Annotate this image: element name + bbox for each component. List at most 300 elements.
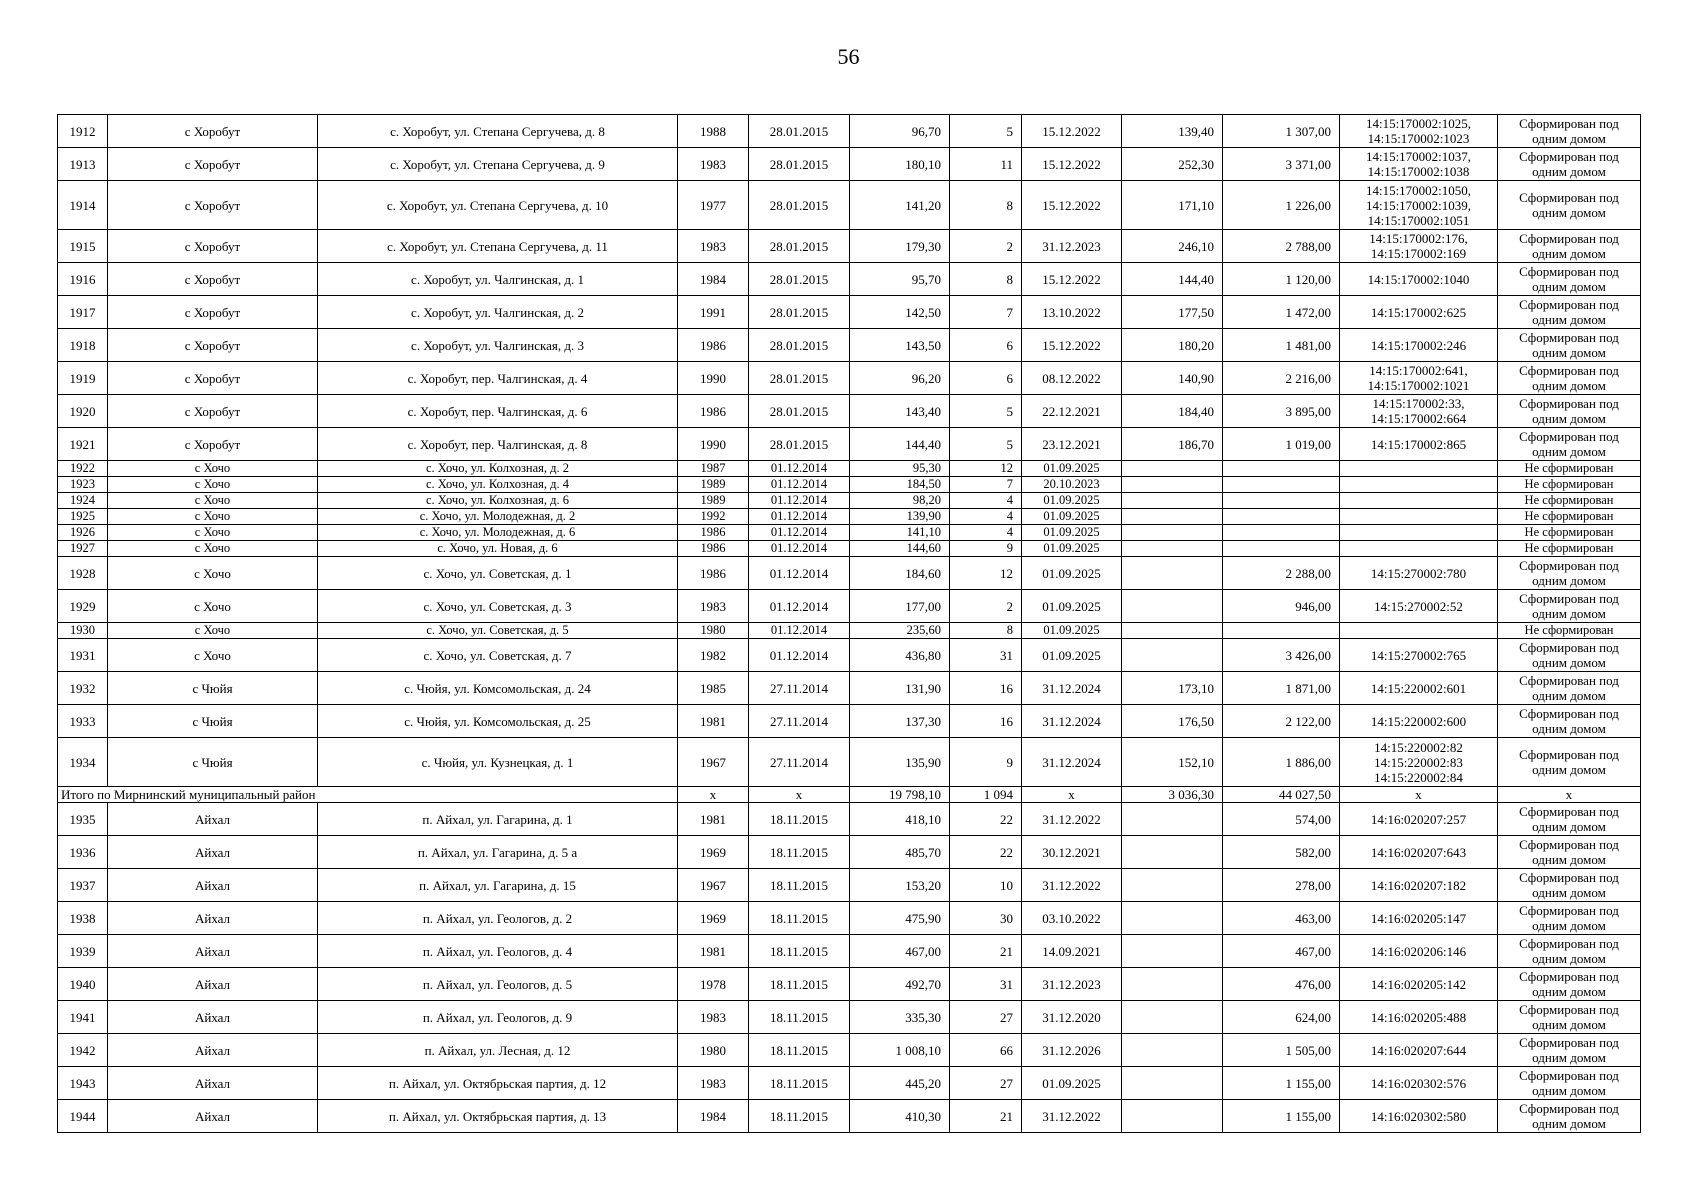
settlement-cell: Айхал bbox=[108, 1001, 318, 1034]
table-row bbox=[58, 329, 1641, 362]
resettlement-date-cell: 31.12.2020 bbox=[1022, 1001, 1122, 1034]
resettlement-date-cell: 15.12.2022 bbox=[1022, 263, 1122, 296]
year-cell: 1988 bbox=[678, 115, 749, 148]
address-cell: с. Хоробут, ул. Степана Сергучева, д. 10 bbox=[318, 181, 678, 230]
residents-cell: 66 bbox=[950, 1034, 1022, 1067]
area-provided-cell: 139,40 bbox=[1122, 115, 1223, 148]
date-recognized-cell: 01.12.2014 bbox=[749, 493, 850, 509]
row-number: 1920 bbox=[58, 395, 108, 428]
area-provided-cell: 152,10 bbox=[1122, 738, 1223, 787]
date-recognized-cell: 01.12.2014 bbox=[749, 623, 850, 639]
row-number: 1941 bbox=[58, 1001, 108, 1034]
residents-cell: 7 bbox=[950, 477, 1022, 493]
area-cell: 143,40 bbox=[850, 395, 950, 428]
table-row bbox=[58, 230, 1641, 263]
table-row bbox=[58, 935, 1641, 968]
cadastral-cell: 14:16:020207:643 bbox=[1340, 836, 1498, 869]
table-row bbox=[58, 1034, 1641, 1067]
date-recognized-cell: 01.12.2014 bbox=[749, 557, 850, 590]
status-cell: Сформирован под одним домом bbox=[1498, 705, 1641, 738]
address-cell: с. Хоробут, пер. Чалгинская, д. 4 bbox=[318, 362, 678, 395]
cadastral-cell: 14:15:170002:33, 14:15:170002:664 bbox=[1340, 395, 1498, 428]
cadastral-cell: 14:15:170002:1040 bbox=[1340, 263, 1498, 296]
row-number: 1942 bbox=[58, 1034, 108, 1067]
total-residents: 1 094 bbox=[950, 787, 1022, 803]
resettlement-date-cell: 01.09.2025 bbox=[1022, 557, 1122, 590]
address-cell: с. Хоробут, ул. Степана Сергучева, д. 8 bbox=[318, 115, 678, 148]
year-cell: 1992 bbox=[678, 509, 749, 525]
cadastral-cell bbox=[1340, 623, 1498, 639]
cadastral-cell: 14:15:270002:780 bbox=[1340, 557, 1498, 590]
date-recognized-cell: 18.11.2015 bbox=[749, 902, 850, 935]
address-cell: с. Хочо, ул. Советская, д. 5 bbox=[318, 623, 678, 639]
year-cell: 1982 bbox=[678, 639, 749, 672]
settlement-cell: с Хочо bbox=[108, 541, 318, 557]
year-cell: 1981 bbox=[678, 803, 749, 836]
resettlement-date-cell: 31.12.2024 bbox=[1022, 672, 1122, 705]
cadastral-cell: 14:16:020207:182 bbox=[1340, 869, 1498, 902]
address-cell: п. Айхал, ул. Лесная, д. 12 bbox=[318, 1034, 678, 1067]
cadastral-cell bbox=[1340, 509, 1498, 525]
cadastral-cell: 14:15:270002:765 bbox=[1340, 639, 1498, 672]
area-provided-cell: 176,50 bbox=[1122, 705, 1223, 738]
status-cell: Сформирован под одним домом bbox=[1498, 1001, 1641, 1034]
total-land: 44 027,50 bbox=[1223, 787, 1340, 803]
date-recognized-cell: 18.11.2015 bbox=[749, 836, 850, 869]
resettlement-date-cell: 31.12.2026 bbox=[1022, 1034, 1122, 1067]
row-number: 1925 bbox=[58, 509, 108, 525]
row-number: 1913 bbox=[58, 148, 108, 181]
residents-cell: 8 bbox=[950, 623, 1022, 639]
settlement-cell: с Хочо bbox=[108, 639, 318, 672]
area-provided-cell bbox=[1122, 935, 1223, 968]
cadastral-cell: 14:15:170002:1050, 14:15:170002:1039, 14:15:170002:1051 bbox=[1340, 181, 1498, 230]
land-area-cell bbox=[1223, 461, 1340, 477]
address-cell: с. Хочо, ул. Советская, д. 3 bbox=[318, 590, 678, 623]
area-provided-cell: 173,10 bbox=[1122, 672, 1223, 705]
area-provided-cell: 180,20 bbox=[1122, 329, 1223, 362]
date-recognized-cell: 18.11.2015 bbox=[749, 1067, 850, 1100]
area-cell: 177,00 bbox=[850, 590, 950, 623]
row-number: 1912 bbox=[58, 115, 108, 148]
status-cell: Сформирован под одним домом bbox=[1498, 803, 1641, 836]
row-number: 1930 bbox=[58, 623, 108, 639]
cadastral-cell: 14:15:170002:641, 14:15:170002:1021 bbox=[1340, 362, 1498, 395]
settlement-cell: с Хочо bbox=[108, 493, 318, 509]
year-cell: 1983 bbox=[678, 1067, 749, 1100]
total-year: х bbox=[678, 787, 749, 803]
land-area-cell: 1 481,00 bbox=[1223, 329, 1340, 362]
residents-cell: 2 bbox=[950, 230, 1022, 263]
settlement-cell: Айхал bbox=[108, 968, 318, 1001]
year-cell: 1987 bbox=[678, 461, 749, 477]
status-cell: Не сформирован bbox=[1498, 525, 1641, 541]
table-row bbox=[58, 705, 1641, 738]
area-provided-cell: 252,30 bbox=[1122, 148, 1223, 181]
year-cell: 1989 bbox=[678, 493, 749, 509]
residents-cell: 9 bbox=[950, 541, 1022, 557]
residents-cell: 5 bbox=[950, 115, 1022, 148]
date-recognized-cell: 28.01.2015 bbox=[749, 263, 850, 296]
area-cell: 95,30 bbox=[850, 461, 950, 477]
resettlement-date-cell: 01.09.2025 bbox=[1022, 493, 1122, 509]
cadastral-cell: 14:15:170002:1037, 14:15:170002:1038 bbox=[1340, 148, 1498, 181]
table-row bbox=[58, 181, 1641, 230]
cadastral-cell: 14:16:020302:576 bbox=[1340, 1067, 1498, 1100]
total-date1: х bbox=[749, 787, 850, 803]
row-number: 1915 bbox=[58, 230, 108, 263]
year-cell: 1981 bbox=[678, 935, 749, 968]
resettlement-date-cell: 01.09.2025 bbox=[1022, 1067, 1122, 1100]
land-area-cell: 624,00 bbox=[1223, 1001, 1340, 1034]
area-provided-cell bbox=[1122, 590, 1223, 623]
residents-cell: 22 bbox=[950, 803, 1022, 836]
cadastral-cell: 14:15:170002:865 bbox=[1340, 428, 1498, 461]
row-number: 1926 bbox=[58, 525, 108, 541]
settlement-cell: с Хочо bbox=[108, 477, 318, 493]
area-provided-cell bbox=[1122, 869, 1223, 902]
area-provided-cell bbox=[1122, 1001, 1223, 1034]
settlement-cell: с Хоробут bbox=[108, 181, 318, 230]
date-recognized-cell: 28.01.2015 bbox=[749, 362, 850, 395]
address-cell: с. Хоробут, ул. Чалгинская, д. 3 bbox=[318, 329, 678, 362]
resettlement-date-cell: 08.12.2022 bbox=[1022, 362, 1122, 395]
row-number: 1939 bbox=[58, 935, 108, 968]
resettlement-date-cell: 23.12.2021 bbox=[1022, 428, 1122, 461]
land-area-cell: 3 895,00 bbox=[1223, 395, 1340, 428]
residents-cell: 27 bbox=[950, 1067, 1022, 1100]
land-area-cell: 946,00 bbox=[1223, 590, 1340, 623]
address-cell: с. Хоробут, ул. Степана Сергучева, д. 11 bbox=[318, 230, 678, 263]
resettlement-date-cell: 01.09.2025 bbox=[1022, 541, 1122, 557]
resettlement-date-cell: 31.12.2023 bbox=[1022, 968, 1122, 1001]
land-area-cell: 582,00 bbox=[1223, 836, 1340, 869]
land-area-cell: 1 226,00 bbox=[1223, 181, 1340, 230]
area-provided-cell: 171,10 bbox=[1122, 181, 1223, 230]
year-cell: 1967 bbox=[678, 738, 749, 787]
table-row bbox=[58, 672, 1641, 705]
area-provided-cell bbox=[1122, 1034, 1223, 1067]
status-cell: Сформирован под одним домом bbox=[1498, 395, 1641, 428]
table-body-upper bbox=[58, 115, 1641, 787]
area-provided-cell: 186,70 bbox=[1122, 428, 1223, 461]
land-area-cell: 1 155,00 bbox=[1223, 1100, 1340, 1133]
land-area-cell: 2 288,00 bbox=[1223, 557, 1340, 590]
cadastral-cell: 14:15:170002:625 bbox=[1340, 296, 1498, 329]
year-cell: 1983 bbox=[678, 148, 749, 181]
table-row bbox=[58, 902, 1641, 935]
row-number: 1916 bbox=[58, 263, 108, 296]
table-row bbox=[58, 296, 1641, 329]
row-number: 1943 bbox=[58, 1067, 108, 1100]
area-provided-cell bbox=[1122, 541, 1223, 557]
date-recognized-cell: 18.11.2015 bbox=[749, 803, 850, 836]
address-cell: п. Айхал, ул. Гагарина, д. 5 а bbox=[318, 836, 678, 869]
resettlement-date-cell: 15.12.2022 bbox=[1022, 329, 1122, 362]
year-cell: 1969 bbox=[678, 902, 749, 935]
cadastral-cell bbox=[1340, 525, 1498, 541]
area-provided-cell bbox=[1122, 461, 1223, 477]
status-cell: Сформирован под одним домом bbox=[1498, 1034, 1641, 1067]
status-cell: Сформирован под одним домом bbox=[1498, 836, 1641, 869]
land-area-cell: 1 307,00 bbox=[1223, 115, 1340, 148]
table-row bbox=[58, 493, 1641, 509]
cadastral-cell: 14:16:020207:644 bbox=[1340, 1034, 1498, 1067]
year-cell: 1985 bbox=[678, 672, 749, 705]
year-cell: 1986 bbox=[678, 395, 749, 428]
resettlement-date-cell: 31.12.2022 bbox=[1022, 869, 1122, 902]
residents-cell: 8 bbox=[950, 263, 1022, 296]
settlement-cell: с Чюйя bbox=[108, 738, 318, 787]
status-cell: Сформирован под одним домом bbox=[1498, 968, 1641, 1001]
year-cell: 1969 bbox=[678, 836, 749, 869]
row-number: 1936 bbox=[58, 836, 108, 869]
residents-cell: 7 bbox=[950, 296, 1022, 329]
area-cell: 153,20 bbox=[850, 869, 950, 902]
residents-cell: 16 bbox=[950, 705, 1022, 738]
status-cell: Сформирован под одним домом bbox=[1498, 230, 1641, 263]
residents-cell: 9 bbox=[950, 738, 1022, 787]
row-number: 1934 bbox=[58, 738, 108, 787]
settlement-cell: Айхал bbox=[108, 1067, 318, 1100]
total-status: х bbox=[1498, 787, 1641, 803]
date-recognized-cell: 01.12.2014 bbox=[749, 477, 850, 493]
row-number: 1933 bbox=[58, 705, 108, 738]
settlement-cell: Айхал bbox=[108, 902, 318, 935]
resettlement-date-cell: 01.09.2025 bbox=[1022, 509, 1122, 525]
year-cell: 1990 bbox=[678, 428, 749, 461]
cadastral-cell bbox=[1340, 461, 1498, 477]
address-cell: п. Айхал, ул. Гагарина, д. 15 bbox=[318, 869, 678, 902]
registry-table bbox=[57, 114, 1641, 1133]
area-provided-cell bbox=[1122, 902, 1223, 935]
area-provided-cell bbox=[1122, 1067, 1223, 1100]
residents-cell: 4 bbox=[950, 525, 1022, 541]
land-area-cell: 2 216,00 bbox=[1223, 362, 1340, 395]
land-area-cell bbox=[1223, 525, 1340, 541]
resettlement-date-cell: 31.12.2022 bbox=[1022, 1100, 1122, 1133]
residents-cell: 2 bbox=[950, 590, 1022, 623]
residents-cell: 27 bbox=[950, 1001, 1022, 1034]
area-cell: 485,70 bbox=[850, 836, 950, 869]
area-cell: 1 008,10 bbox=[850, 1034, 950, 1067]
table-body-lower bbox=[58, 803, 1641, 1133]
resettlement-date-cell: 31.12.2024 bbox=[1022, 705, 1122, 738]
resettlement-date-cell: 15.12.2022 bbox=[1022, 115, 1122, 148]
row-number: 1919 bbox=[58, 362, 108, 395]
residents-cell: 30 bbox=[950, 902, 1022, 935]
date-recognized-cell: 28.01.2015 bbox=[749, 428, 850, 461]
land-area-cell: 1 472,00 bbox=[1223, 296, 1340, 329]
status-cell: Сформирован под одним домом bbox=[1498, 935, 1641, 968]
settlement-cell: с Хоробут bbox=[108, 296, 318, 329]
table-row bbox=[58, 1001, 1641, 1034]
residents-cell: 31 bbox=[950, 968, 1022, 1001]
year-cell: 1986 bbox=[678, 525, 749, 541]
date-recognized-cell: 28.01.2015 bbox=[749, 230, 850, 263]
residents-cell: 6 bbox=[950, 329, 1022, 362]
status-cell: Сформирован под одним домом bbox=[1498, 329, 1641, 362]
resettlement-date-cell: 01.09.2025 bbox=[1022, 623, 1122, 639]
area-cell: 141,10 bbox=[850, 525, 950, 541]
year-cell: 1986 bbox=[678, 557, 749, 590]
land-area-cell bbox=[1223, 493, 1340, 509]
residents-cell: 21 bbox=[950, 935, 1022, 968]
resettlement-date-cell: 03.10.2022 bbox=[1022, 902, 1122, 935]
area-cell: 475,90 bbox=[850, 902, 950, 935]
land-area-cell: 476,00 bbox=[1223, 968, 1340, 1001]
resettlement-date-cell: 01.09.2025 bbox=[1022, 639, 1122, 672]
table-row bbox=[58, 623, 1641, 639]
land-area-cell: 3 371,00 bbox=[1223, 148, 1340, 181]
total-area2: 3 036,30 bbox=[1122, 787, 1223, 803]
row-number: 1921 bbox=[58, 428, 108, 461]
settlement-cell: Айхал bbox=[108, 935, 318, 968]
status-cell: Сформирован под одним домом bbox=[1498, 902, 1641, 935]
area-cell: 467,00 bbox=[850, 935, 950, 968]
address-cell: с. Хочо, ул. Колхозная, д. 2 bbox=[318, 461, 678, 477]
year-cell: 1984 bbox=[678, 1100, 749, 1133]
status-cell: Сформирован под одним домом bbox=[1498, 296, 1641, 329]
date-recognized-cell: 18.11.2015 bbox=[749, 1001, 850, 1034]
status-cell: Сформирован под одним домом bbox=[1498, 639, 1641, 672]
table-row bbox=[58, 477, 1641, 493]
year-cell: 1991 bbox=[678, 296, 749, 329]
row-number: 1917 bbox=[58, 296, 108, 329]
total-row bbox=[58, 787, 1641, 803]
residents-cell: 5 bbox=[950, 428, 1022, 461]
settlement-cell: Айхал bbox=[108, 1100, 318, 1133]
settlement-cell: с Хоробут bbox=[108, 362, 318, 395]
settlement-cell: Айхал bbox=[108, 803, 318, 836]
year-cell: 1984 bbox=[678, 263, 749, 296]
land-area-cell bbox=[1223, 509, 1340, 525]
date-recognized-cell: 01.12.2014 bbox=[749, 525, 850, 541]
land-area-cell: 463,00 bbox=[1223, 902, 1340, 935]
status-cell: Сформирован под одним домом bbox=[1498, 362, 1641, 395]
total-cadastral: х bbox=[1340, 787, 1498, 803]
year-cell: 1983 bbox=[678, 230, 749, 263]
year-cell: 1986 bbox=[678, 541, 749, 557]
status-cell: Не сформирован bbox=[1498, 461, 1641, 477]
year-cell: 1983 bbox=[678, 1001, 749, 1034]
date-recognized-cell: 18.11.2015 bbox=[749, 935, 850, 968]
status-cell: Сформирован под одним домом bbox=[1498, 148, 1641, 181]
resettlement-date-cell: 30.12.2021 bbox=[1022, 836, 1122, 869]
area-cell: 96,70 bbox=[850, 115, 950, 148]
table-row bbox=[58, 525, 1641, 541]
total-label: Итого по Мирнинский муниципальный район bbox=[58, 787, 678, 803]
cadastral-cell bbox=[1340, 477, 1498, 493]
area-cell: 436,80 bbox=[850, 639, 950, 672]
status-cell: Не сформирован bbox=[1498, 493, 1641, 509]
settlement-cell: с Хочо bbox=[108, 557, 318, 590]
table-row bbox=[58, 557, 1641, 590]
area-provided-cell bbox=[1122, 1100, 1223, 1133]
table-row bbox=[58, 1067, 1641, 1100]
status-cell: Сформирован под одним домом bbox=[1498, 557, 1641, 590]
status-cell: Не сформирован bbox=[1498, 477, 1641, 493]
status-cell: Сформирован под одним домом bbox=[1498, 590, 1641, 623]
table-row bbox=[58, 115, 1641, 148]
address-cell: с. Хочо, ул. Советская, д. 7 bbox=[318, 639, 678, 672]
status-cell: Сформирован под одним домом bbox=[1498, 738, 1641, 787]
settlement-cell: с Чюйя bbox=[108, 672, 318, 705]
resettlement-date-cell: 15.12.2022 bbox=[1022, 148, 1122, 181]
area-cell: 98,20 bbox=[850, 493, 950, 509]
settlement-cell: с Хочо bbox=[108, 509, 318, 525]
land-area-cell bbox=[1223, 623, 1340, 639]
residents-cell: 31 bbox=[950, 639, 1022, 672]
cadastral-cell: 14:15:220002:601 bbox=[1340, 672, 1498, 705]
date-recognized-cell: 18.11.2015 bbox=[749, 1100, 850, 1133]
address-cell: с. Чюйя, ул. Комсомольская, д. 24 bbox=[318, 672, 678, 705]
area-provided-cell: 177,50 bbox=[1122, 296, 1223, 329]
address-cell: с. Хочо, ул. Колхозная, д. 6 bbox=[318, 493, 678, 509]
settlement-cell: с Хочо bbox=[108, 525, 318, 541]
land-area-cell: 574,00 bbox=[1223, 803, 1340, 836]
settlement-cell: с Хочо bbox=[108, 623, 318, 639]
land-area-cell: 1 505,00 bbox=[1223, 1034, 1340, 1067]
table-row bbox=[58, 148, 1641, 181]
date-recognized-cell: 28.01.2015 bbox=[749, 148, 850, 181]
settlement-cell: с Чюйя bbox=[108, 705, 318, 738]
area-provided-cell bbox=[1122, 836, 1223, 869]
residents-cell: 4 bbox=[950, 493, 1022, 509]
row-number: 1935 bbox=[58, 803, 108, 836]
residents-cell: 21 bbox=[950, 1100, 1022, 1133]
cadastral-cell: 14:15:270002:52 bbox=[1340, 590, 1498, 623]
status-cell: Не сформирован bbox=[1498, 509, 1641, 525]
residents-cell: 4 bbox=[950, 509, 1022, 525]
table-row bbox=[58, 738, 1641, 787]
table-row bbox=[58, 1100, 1641, 1133]
status-cell: Сформирован под одним домом bbox=[1498, 869, 1641, 902]
residents-cell: 6 bbox=[950, 362, 1022, 395]
address-cell: с. Хоробут, ул. Чалгинская, д. 1 bbox=[318, 263, 678, 296]
cadastral-cell bbox=[1340, 493, 1498, 509]
resettlement-date-cell: 15.12.2022 bbox=[1022, 181, 1122, 230]
settlement-cell: Айхал bbox=[108, 1034, 318, 1067]
residents-cell: 10 bbox=[950, 869, 1022, 902]
resettlement-date-cell: 13.10.2022 bbox=[1022, 296, 1122, 329]
cadastral-cell: 14:16:020206:146 bbox=[1340, 935, 1498, 968]
status-cell: Не сформирован bbox=[1498, 541, 1641, 557]
status-cell: Сформирован под одним домом bbox=[1498, 428, 1641, 461]
area-cell: 144,40 bbox=[850, 428, 950, 461]
area-cell: 445,20 bbox=[850, 1067, 950, 1100]
address-cell: с. Чюйя, ул. Кузнецкая, д. 1 bbox=[318, 738, 678, 787]
settlement-cell: с Хоробут bbox=[108, 395, 318, 428]
address-cell: п. Айхал, ул. Геологов, д. 9 bbox=[318, 1001, 678, 1034]
land-area-cell bbox=[1223, 541, 1340, 557]
date-recognized-cell: 28.01.2015 bbox=[749, 296, 850, 329]
area-cell: 184,60 bbox=[850, 557, 950, 590]
year-cell: 1967 bbox=[678, 869, 749, 902]
cadastral-cell: 14:15:220002:600 bbox=[1340, 705, 1498, 738]
row-number: 1914 bbox=[58, 181, 108, 230]
area-cell: 235,60 bbox=[850, 623, 950, 639]
land-area-cell: 1 155,00 bbox=[1223, 1067, 1340, 1100]
table-row bbox=[58, 968, 1641, 1001]
date-recognized-cell: 27.11.2014 bbox=[749, 705, 850, 738]
status-cell: Сформирован под одним домом bbox=[1498, 672, 1641, 705]
area-cell: 135,90 bbox=[850, 738, 950, 787]
area-cell: 410,30 bbox=[850, 1100, 950, 1133]
date-recognized-cell: 28.01.2015 bbox=[749, 181, 850, 230]
land-area-cell: 3 426,00 bbox=[1223, 639, 1340, 672]
resettlement-date-cell: 31.12.2023 bbox=[1022, 230, 1122, 263]
